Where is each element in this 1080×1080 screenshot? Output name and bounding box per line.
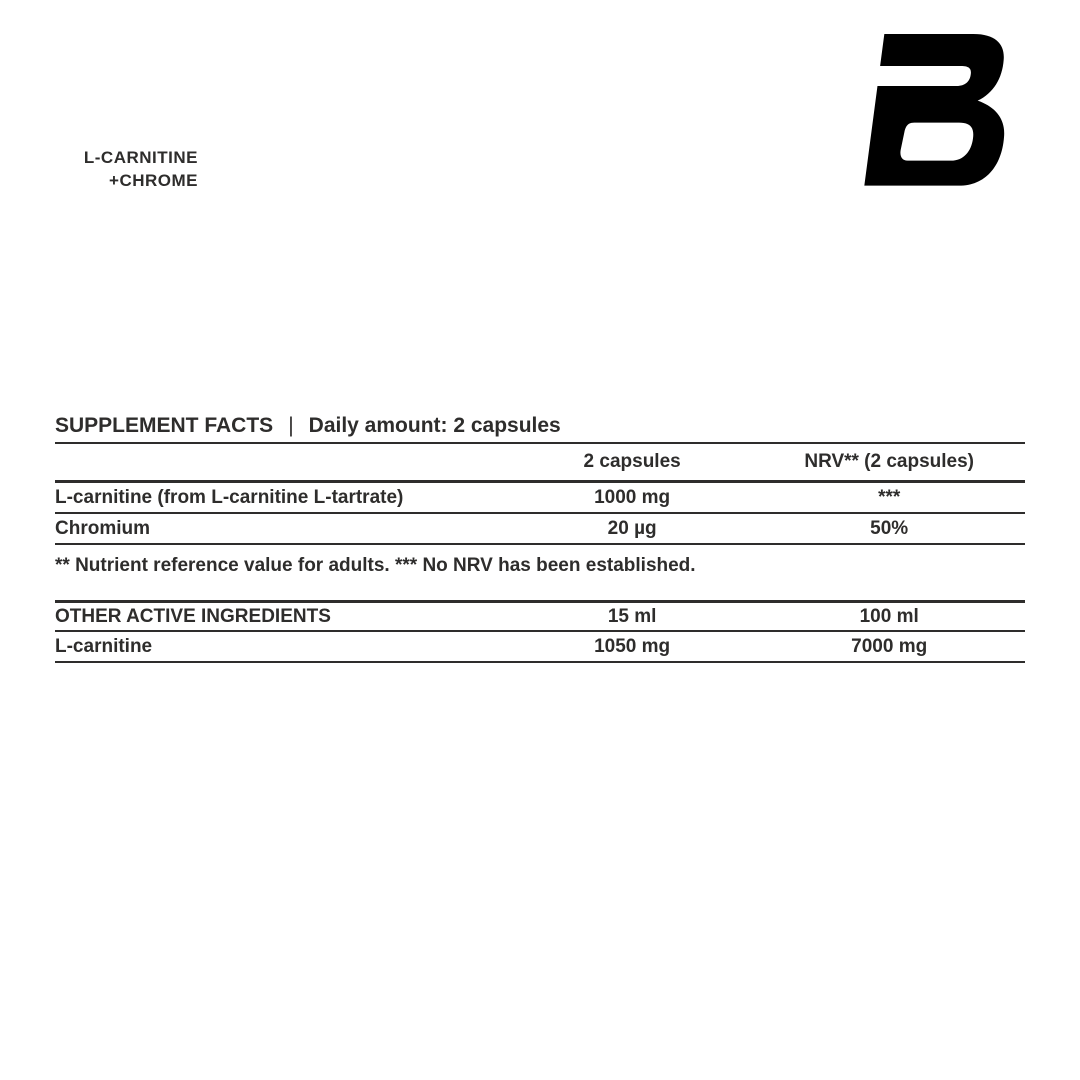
other-ingredients-col-amount: 15 ml — [607, 605, 657, 627]
ingredient-amount: 20 µg — [607, 517, 657, 539]
ingredient-amount: 1000 mg — [594, 486, 671, 508]
table-row — [55, 632, 1025, 663]
ingredient-nrv: 50% — [870, 517, 909, 539]
product-name-line2: +CHROME — [109, 171, 198, 190]
other-ingredients-header-row — [55, 600, 1025, 632]
column-header-nrv: NRV** (2 capsules) — [804, 451, 975, 472]
ingredient-name: Chromium — [55, 517, 150, 539]
ingredient-nrv: *** — [878, 486, 901, 508]
other-ingredients-title: OTHER ACTIVE INGREDIENTS — [55, 605, 331, 627]
ingredient-amount: 1050 mg — [594, 635, 671, 657]
product-title — [62, 146, 198, 192]
table-row — [55, 483, 1025, 514]
biotech-b-logo-icon — [855, 20, 1015, 200]
nrv-footnote: ** Nutrient reference value for adults. *** No NRV has been established. — [55, 555, 696, 576]
table-header-row — [55, 444, 1025, 483]
supplement-facts-table — [55, 414, 1025, 663]
ingredient-name: L-carnitine (from L-carnitine L-tartrate) — [55, 486, 404, 508]
table-row — [55, 514, 1025, 545]
ingredient-name: L-carnitine — [55, 635, 153, 657]
facts-title: SUPPLEMENT FACTS — [55, 414, 274, 437]
column-header-amount: 2 capsules — [583, 451, 681, 472]
facts-heading — [55, 414, 1025, 444]
other-ingredients-col-nrv: 100 ml — [859, 605, 919, 627]
heading-separator: | — [288, 414, 294, 437]
daily-amount-label: Daily amount: 2 capsules — [308, 414, 561, 437]
product-name-line1: L-CARNITINE — [83, 148, 198, 167]
ingredient-nrv: 7000 mg — [851, 635, 928, 657]
